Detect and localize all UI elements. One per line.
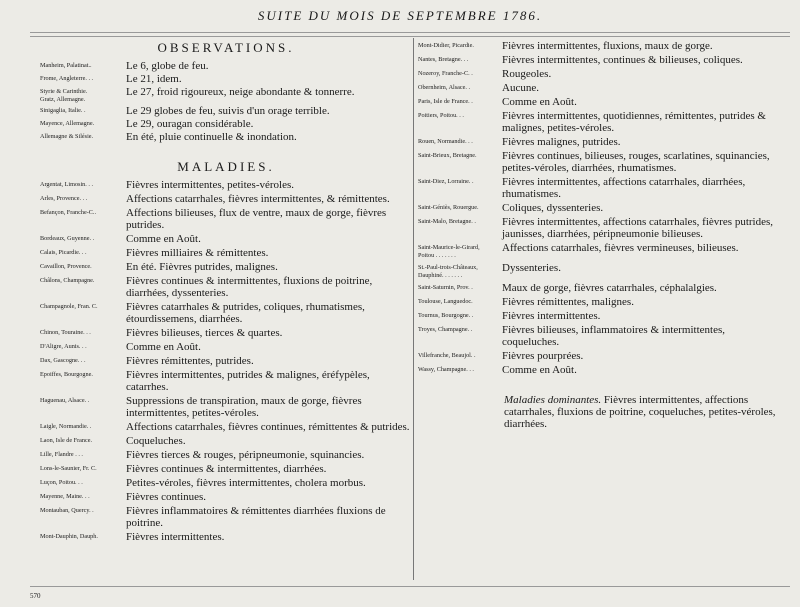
place-name: Nozeroy, Franche-C. . [418, 70, 473, 77]
entry-text: Fièvres intermittentes, putrides & malignes, éréfypèles, catarrhes. [126, 369, 370, 393]
entry-row [418, 282, 778, 294]
entry-text: En été. Fièvres putrides, malignes. [126, 261, 278, 273]
entry-row [418, 136, 778, 148]
place-name: Epoiffes, Bourgogne. [40, 371, 93, 378]
entry-row [40, 369, 412, 393]
entry-row [418, 68, 778, 80]
entry-row [40, 327, 412, 339]
place-name: Frome, Angleterre. . . [40, 75, 94, 82]
entry-row [418, 150, 778, 174]
place-name: Mont-Didier, Picardie. [418, 42, 474, 49]
entry-text: Affections catarrhales, fièvres intermittentes, & rémittentes. [126, 193, 390, 205]
dominant-label: Maladies dominantes. [504, 394, 602, 406]
entry-row [40, 118, 412, 130]
maladies-list-left [40, 179, 412, 543]
entry-text: Comme en Août. [126, 341, 201, 353]
entry-row [40, 73, 412, 85]
entry-text: Le 27, froid rigoureux, neige abondante & tonnerre. [126, 86, 355, 98]
entry-row [418, 176, 778, 200]
place-name: Champagnole, Fran. C. [40, 303, 98, 310]
entry-text: Le 21, idem. [126, 73, 182, 85]
entry-text: Le 6, globe de feu. [126, 60, 209, 72]
place-name: Lons-le-Saunier, Fr. C. [40, 465, 97, 472]
entry-row [40, 505, 412, 529]
dominant-diseases [504, 394, 778, 430]
place-name: Saint-Malo, Bretagne. . [418, 218, 476, 225]
entry-row [418, 216, 778, 240]
entry-row [418, 96, 778, 108]
place-name: Troyes, Champagne. . [418, 326, 473, 333]
place-name: Befançon, Franche-C.. [40, 209, 97, 216]
entry-text: Coqueluches. [126, 435, 186, 447]
entry-row [418, 324, 778, 348]
entry-row [40, 275, 412, 299]
entry-text: Fièvres continues, bilieuses, rouges, scarlatines, squinancies, petites-véroles, diarrhées, rhumatismes. [502, 150, 770, 174]
left-column [40, 40, 412, 545]
entry-text: Le 29 globes de feu, suivis d'un orage terrible. [126, 105, 330, 117]
dominant-text: Fièvres intermittentes, affections catarrhales, fluxions de poitrine, coqueluches, petites-véroles, diarrhées. [504, 394, 776, 430]
place-name: Nantes, Bretagne. . . [418, 56, 469, 63]
place-name: Luçon, Poitou. . . [40, 479, 83, 486]
entry-row [40, 193, 412, 205]
entry-text: En été, pluie continuelle & inondation. [126, 131, 297, 143]
entry-text: Comme en Août. [126, 233, 201, 245]
entry-row [418, 82, 778, 94]
place-name: Tournus, Bourgogne. . [418, 312, 474, 319]
entry-row [40, 60, 412, 72]
place-name: Toulouse, Languedoc. [418, 298, 473, 305]
page-number: 570 [30, 592, 41, 600]
entry-text: Fièvres intermittentes. [502, 310, 601, 322]
entry-text: Affections bilieuses, flux de ventre, maux de gorge, fièvres putrides. [126, 207, 387, 231]
place-name: Allemagne & Silésie. [40, 133, 94, 140]
entry-text: Fièvres intermittentes, quotidiennes, rémittentes, putrides & malignes, petites-véroles. [502, 110, 766, 134]
top-rule-inner [30, 36, 790, 37]
entry-text: Fièvres intermittentes, affections catarrhales, diarrhées, rhumatismes. [502, 176, 746, 200]
place-name: Saint-Saturnin, Prov. . [418, 284, 473, 291]
entry-row [418, 364, 778, 376]
place-name: Mayenne, Maine. . . [40, 493, 90, 500]
entry-text: Fièvres bilieuses, inflammatoires & intermittentes, coqueluches. [502, 324, 726, 348]
place-name: Wassy, Champagne. . . [418, 366, 474, 373]
entry-row [40, 477, 412, 489]
entry-row [418, 110, 778, 134]
place-name: Chinon, Touraine. . . [40, 329, 91, 336]
place-name: Saint-Diez, Lorraine. . [418, 178, 474, 185]
entry-row [40, 435, 412, 447]
entry-row [418, 310, 778, 322]
place-name: Rouen, Normandie. . . [418, 138, 473, 145]
entry-row [40, 463, 412, 475]
place-name: St.-Paul-trois-Châteaux, Dauphiné. . . . . . . [418, 264, 478, 279]
entry-text: Fièvres continues & intermittentes, diarrhées. [126, 463, 327, 475]
entry-row [418, 54, 778, 66]
place-name: Dax, Gascogne. . . [40, 357, 86, 364]
observations-title: OBSERVATIONS. [157, 40, 295, 55]
entry-text: Maux de gorge, fièvres catarrhales, céphalalgies. [502, 282, 717, 294]
entry-row [40, 207, 412, 231]
place-name: Haguenau, Alsace. . [40, 397, 90, 404]
entry-text: Fièvres malignes, putrides. [502, 136, 621, 148]
place-name: Villefranche, Beaujol. . [418, 352, 476, 359]
place-name: Mayence, Allemagne. [40, 120, 95, 127]
entry-row [40, 261, 412, 273]
entry-row [40, 179, 412, 191]
entry-row [40, 421, 412, 433]
place-name: Mont-Dauphin, Dauph. [40, 533, 98, 540]
entry-text: Fièvres continues. [126, 491, 207, 503]
place-name: Calais, Picardie. . . [40, 249, 87, 256]
entry-text: Dyssenteries. [502, 262, 561, 274]
place-name: Styrie & Carinthie. Gratz, Allemagne. [40, 88, 88, 103]
entry-text: Comme en Août. [502, 96, 577, 108]
place-name: Bordeaux, Guyenne. . [40, 235, 95, 242]
place-name: Sinigaglia, Italie. . [40, 107, 86, 114]
entry-row [418, 202, 778, 214]
entry-row [418, 242, 778, 260]
entry-text: Fièvres intermittentes, petites-véroles. [126, 179, 295, 191]
entry-row [40, 301, 412, 325]
top-rule [30, 32, 790, 33]
entry-text: Fièvres rémittentes, malignes. [502, 296, 634, 308]
entry-row [40, 86, 412, 104]
entry-text: Affections catarrhales, fièvres continues, rémittentes & putrides. [126, 421, 410, 433]
entry-row [40, 449, 412, 461]
entry-row [418, 40, 778, 52]
place-name: Lille, Flandre . . . [40, 451, 83, 458]
entry-text: Suppressions de transpiration, maux de gorge, fièvres intermittentes, petites-véroles. [126, 395, 362, 419]
maladies-title: MALADIES. [177, 159, 275, 174]
place-name: Saint-Géniès, Rouergue. [418, 204, 479, 211]
place-name: Laigle, Normandie. . [40, 423, 92, 430]
entry-text: Fièvres intermittentes. [126, 531, 225, 543]
place-name: Cavaillon, Provence. [40, 263, 92, 270]
entry-row [40, 531, 412, 543]
entry-text: Fièvres milliaires & rémittentes. [126, 247, 269, 259]
place-name: Arles, Provence. . . [40, 195, 88, 202]
entry-text: Fièvres inflammatoires & rémittentes diarrhées fluxions de poitrine. [126, 505, 386, 529]
entry-row [40, 341, 412, 353]
entry-text: Aucune. [502, 82, 539, 94]
right-column [418, 40, 778, 430]
place-name: Poitiers, Poitou. . . [418, 112, 464, 119]
entry-row [40, 131, 412, 143]
entry-row [418, 350, 778, 362]
entry-text: Fièvres intermittentes, fluxions, maux de gorge. [502, 40, 713, 52]
place-name: Montauban, Quercy. . [40, 507, 94, 514]
place-name: Saint-Brieux, Bretagne. [418, 152, 477, 159]
maladies-list-right [418, 40, 778, 376]
place-name: Manheim, Palatinat.. [40, 62, 92, 69]
place-name: Argentat, Limosin. . . [40, 181, 93, 188]
place-name: Paris, Isle de France. . [418, 98, 473, 105]
entry-text: Affections catarrhales, fièvres vermineuses, bilieuses. [502, 242, 739, 254]
entry-row [40, 233, 412, 245]
entry-text: Comme en Août. [502, 364, 577, 376]
entry-row [418, 296, 778, 308]
entry-row [40, 247, 412, 259]
entry-text: Le 29, ouragan considérable. [126, 118, 254, 130]
entry-text: Fièvres rémittentes, putrides. [126, 355, 254, 367]
entry-text: Fièvres bilieuses, tierces & quartes. [126, 327, 283, 339]
entry-text: Fièvres intermittentes, continues & bilieuses, coliques. [502, 54, 743, 66]
observations-list [40, 60, 412, 143]
place-name: Saint-Maurice-le-Girard, Poitou . . . . . . . [418, 244, 480, 259]
place-name: Laon, Isle de France. [40, 437, 93, 444]
column-divider [413, 38, 414, 580]
bottom-rule [30, 586, 790, 587]
entry-text: Fièvres tierces & rouges, péripneumonie, squinancies. [126, 449, 365, 461]
running-header: SUITE DU MOIS DE SEPTEMBRE 1786. [257, 8, 543, 23]
place-name: D'Aligre, Aunis. . . [40, 343, 87, 350]
entry-row [40, 355, 412, 367]
entry-text: Fièvres catarrhales & putrides, coliques, rhumatismes, étourdissemens, diarrhées. [126, 301, 365, 325]
entry-text: Coliques, dyssenteries. [502, 202, 604, 214]
entry-row [40, 395, 412, 419]
entry-text: Fièvres intermittentes, affections catarrhales, fièvres putrides, jaunisses, diarrhées, péripneumonie bilieuses. [502, 216, 774, 240]
entry-row [40, 105, 412, 117]
entry-text: Fièvres continues & intermittentes, fluxions de poitrine, diarrhées, dyssenteries. [126, 275, 373, 299]
entry-row [418, 262, 778, 280]
entry-text: Petites-véroles, fièvres intermittentes, cholera morbus. [126, 477, 366, 489]
entry-text: Rougeoles. [502, 68, 552, 80]
place-name: Obernheim, Alsace. . [418, 84, 471, 91]
entry-row [40, 491, 412, 503]
entry-text: Fièvres pourprées. [502, 350, 584, 362]
place-name: Châlons, Champagne. [40, 277, 95, 284]
